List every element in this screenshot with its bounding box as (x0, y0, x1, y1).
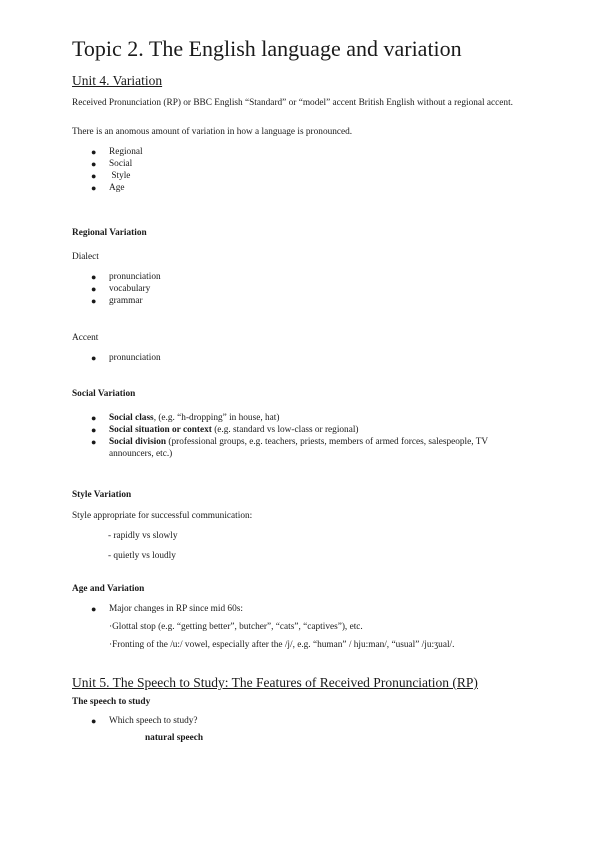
bullet-icon: ● (91, 296, 97, 306)
speech-to-study-list (91, 715, 198, 727)
bullet-icon: ● (91, 353, 97, 363)
style-item-volume: - quietly vs loudly (108, 551, 176, 561)
style-intro: Style appropriate for successful communication: (72, 511, 253, 521)
social-variation-list (91, 412, 529, 460)
list-item: ● Major changes in RP since mid 60s: (91, 604, 243, 614)
list-item: ● Which speech to study? (91, 716, 198, 726)
bullet-icon: ● (91, 284, 97, 294)
bullet-icon: ● (91, 604, 97, 614)
list-item: ● grammar (91, 296, 143, 306)
speech-to-study-heading: The speech to study (72, 697, 151, 707)
bullet-icon: ● (91, 272, 97, 282)
list-item: ● Social class, (e.g. “h-dropping” in house, hat) (91, 413, 280, 423)
glottal-stop-line: ·Glottal stop (e.g. “getting better”, butcher”, “cats”, “captives”), etc. (109, 622, 363, 632)
bullet-icon: ● (91, 171, 97, 181)
list-item: ● Social (91, 159, 133, 169)
list-item: ● pronunciation (91, 353, 161, 363)
social-variation-heading: Social Variation (72, 389, 136, 399)
unit4-variation-paragraph: There is an anomous amount of variation in how a language is pronounced. (72, 127, 353, 137)
regional-variation-heading: Regional Variation (72, 228, 147, 238)
bullet-icon: ● (91, 183, 97, 193)
list-item: ● pronunciation (91, 272, 161, 282)
list-item: ● Social division (professional groups, e.g. teachers, priests, members of armed forces, salespeople, TV announcers, etc.) (91, 437, 488, 459)
variation-types-list (91, 146, 143, 194)
natural-speech-answer: natural speech (145, 733, 204, 743)
document-title: Topic 2. The English language and variation (72, 36, 462, 61)
accent-label: Accent (72, 333, 99, 343)
dialect-label: Dialect (72, 252, 99, 262)
bullet-icon: ● (91, 413, 97, 423)
list-item: ● Age (91, 183, 125, 193)
list-item: ● vocabulary (91, 284, 151, 294)
bullet-icon: ● (91, 716, 97, 726)
unit4-heading: Unit 4. Variation (72, 73, 163, 88)
age-variation-list (91, 603, 243, 615)
bullet-icon: ● (91, 159, 97, 169)
dialect-list (91, 271, 161, 307)
accent-list (91, 352, 161, 364)
list-item: ● Regional (91, 147, 143, 157)
unit5-heading: Unit 5. The Speech to Study: The Features of Received Pronunciation (RP) (72, 675, 478, 690)
age-variation-heading: Age and Variation (72, 584, 145, 594)
bullet-icon: ● (91, 425, 97, 435)
unit4-intro-paragraph: Received Pronunciation (RP) or BBC English “Standard” or “model” accent British English without a regional accent. (72, 98, 513, 108)
list-item: ● Style (91, 171, 131, 181)
style-item-rate: - rapidly vs slowly (108, 531, 178, 541)
bullet-icon: ● (91, 437, 97, 447)
bullet-icon: ● (91, 147, 97, 157)
style-variation-heading: Style Variation (72, 490, 132, 500)
fronting-line: ·Fronting of the /u:/ vowel, especially after the /j/, e.g. “human” / hju:man/, “usual” /ju:ʒual/. (109, 640, 455, 650)
list-item: ● Social situation or context (e.g. standard vs low-class or regional) (91, 425, 359, 435)
